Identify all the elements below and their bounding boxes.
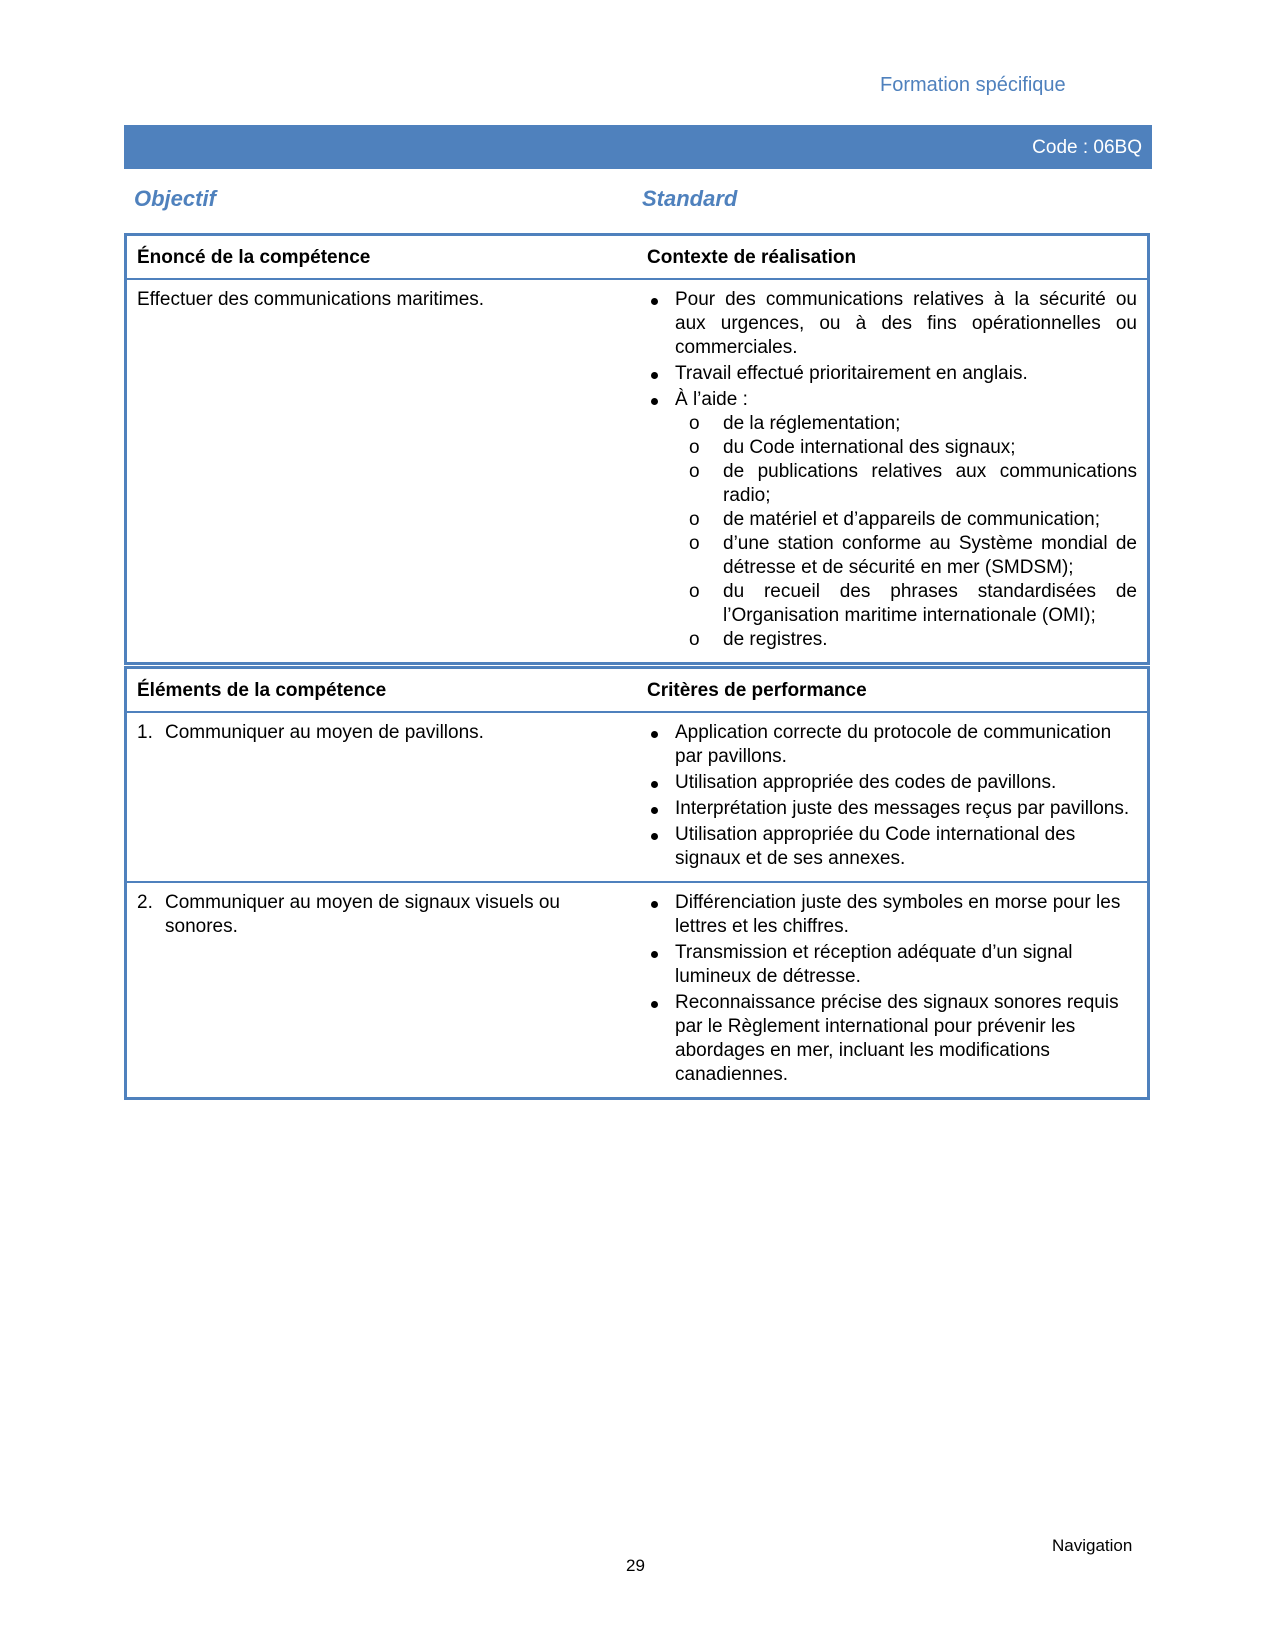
element-cell [126,712,638,882]
bullet-icon [651,298,658,305]
sub-bullet-icon: o [689,533,700,554]
section-title: Formation spécifique [880,74,1066,96]
performance-criteria-table [124,666,1150,1100]
list-item [647,771,1137,795]
element-cell [126,882,638,1099]
table-row [126,712,1149,882]
element-number: 2. [137,892,153,913]
aid-text: du Code international des signaux; [723,437,1016,458]
bullet-icon [651,807,658,814]
list-item [647,362,1137,386]
code-banner [124,125,1152,169]
list-item [683,436,1137,460]
element-text: Communiquer au moyen de signaux visuels ou sonores. [165,892,560,937]
criterion-text: Interprétation juste des messages reçus par pavillons. [675,798,1130,819]
element-item [137,721,627,745]
competency-statement: Effectuer des communications maritimes. [137,289,485,310]
aid-text: de matériel et d’appareils de communication; [723,509,1101,530]
list-item [683,412,1137,436]
criteria-cell [637,712,1149,882]
aids-list [683,412,1137,652]
criterion-text: Transmission et réception adéquate d’un signal lumineux de détresse. [675,942,1073,987]
criterion-text: Application correcte du protocole de communication par pavillons. [675,722,1112,767]
competency-code: Code : 06BQ [1032,137,1142,158]
context-header: Contexte de réalisation [637,235,1149,280]
list-item [647,941,1137,989]
competency-statement-table [124,233,1150,665]
column-titles [134,186,1144,216]
context-cell [637,279,1149,664]
list-item [647,721,1137,769]
bullet-icon [651,781,658,788]
standard-heading: Standard [642,186,738,211]
objective-heading: Objectif [134,186,216,211]
elements-header: Éléments de la compétence [126,668,638,713]
page-number: 29 [626,1556,645,1575]
list-item [683,532,1137,580]
sub-bullet-icon: o [689,437,700,458]
aid-text: de la réglementation; [723,413,901,434]
aid-text: de publications relatives aux communications radio; [723,461,1137,506]
context-text: À l’aide : [675,389,748,410]
list-item [647,288,1137,360]
criterion-text: Reconnaissance précise des signaux sonores requis par le Règlement international pour prévenir les abordages en mer, incluant les modifications canadiennes. [675,992,1119,1085]
context-text: Travail effectué prioritairement en anglais. [675,363,1028,384]
criterion-text: Utilisation appropriée des codes de pavillons. [675,772,1057,793]
list-item [647,891,1137,939]
element-number: 1. [137,722,153,743]
context-list [647,288,1137,652]
navigation-link[interactable]: Navigation [1052,1536,1133,1555]
list-item [683,508,1137,532]
bullet-icon [651,398,658,405]
aid-text: d’une station conforme au Système mondial de détresse et de sécurité en mer (SMDSM); [723,533,1137,578]
aid-text: du recueil des phrases standardisées de l’Organisation maritime internationale (OMI); [723,581,1137,626]
list-item [647,388,1137,652]
criteria-list [647,721,1137,871]
bullet-icon [651,951,658,958]
criteria-header: Critères de performance [637,668,1149,713]
criteria-list [647,891,1137,1087]
statement-header: Énoncé de la compétence [126,235,638,280]
sub-bullet-icon: o [689,413,700,434]
criteria-cell [637,882,1149,1099]
table-row [126,882,1149,1099]
bullet-icon [651,731,658,738]
bullet-icon [651,1001,658,1008]
list-item [683,628,1137,652]
element-text: Communiquer au moyen de pavillons. [165,722,484,743]
bullet-icon [651,901,658,908]
criterion-text: Utilisation appropriée du Code international des signaux et de ses annexes. [675,824,1076,869]
sub-bullet-icon: o [689,509,700,530]
bullet-icon [651,833,658,840]
sub-bullet-icon: o [689,581,700,602]
context-text: Pour des communications relatives à la sécurité ou aux urgences, ou à des fins opérationnelles ou commerciales. [675,289,1137,358]
bullet-icon [651,372,658,379]
list-item [647,797,1137,821]
sub-bullet-icon: o [689,629,700,650]
sub-bullet-icon: o [689,461,700,482]
aid-text: de registres. [723,629,828,650]
criterion-text: Différenciation juste des symboles en morse pour les lettres et les chiffres. [675,892,1121,937]
element-item [137,891,627,939]
list-item [683,580,1137,628]
list-item [683,460,1137,508]
list-item [647,991,1137,1087]
list-item [647,823,1137,871]
